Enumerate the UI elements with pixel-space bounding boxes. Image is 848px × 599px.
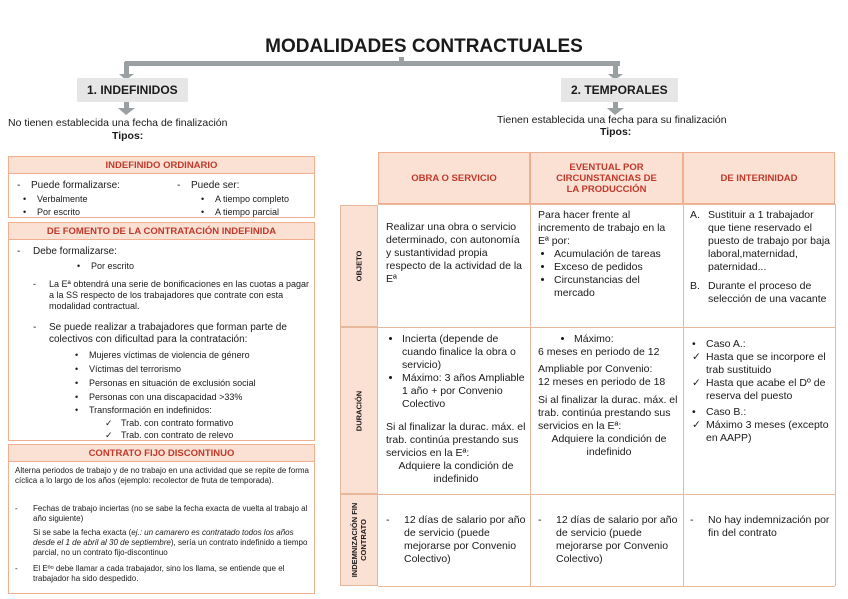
col-header-obra: OBRA O SERVICIO [378,152,530,204]
duracion-obra [386,333,526,486]
fomento-colectivos-intro: Se puede realizar a trabajadores que forman parte de colectivos con dificultad para la contratación: [49,322,287,345]
fomento-formalizar: Debe formalizarse: [33,246,117,257]
indefinidos-label: 1. INDEFINIDOS [77,78,188,102]
fijo-fechas-inciertas: Fechas de trabajo inciertas (no se sabe la fecha exacta de vuelta al trabajo al año siguiente) [33,504,308,523]
grid-line [378,327,835,328]
colectivo-item: Personas en situación de exclusión social [89,378,256,388]
objeto-interinidad: A. Sustituir a 1 trabajador que tiene reservado el puesto de trabajo por baja laboral,maternidad, paternidad... B. Durante el proceso de selección de una vacante [690,209,831,305]
temporales-tipos: Tipos: [600,126,632,138]
fijo-fecha-exacta: Si se sabe la fecha exacta (ej.: un camarero es contratado todos los años desde el 1 de abril al 30 de septiembre), sería un contrato indefinido a tiempo parcial, no un contrato fijo-discontinuo [33,528,308,557]
duracion-eventual: • Máximo: 6 meses en periodo de 12 Ampliable por Convenio: 12 meses en periodo de 18 Si al finalizar la durac. máx. el trab. continúa prestando sus servicios en la Eª: Adquiere la condición de indefinido [538,333,680,459]
col-header-interinidad: DE INTERINIDAD [683,152,835,204]
colectivo-item: Víctimas del terrorismo [89,364,182,374]
indemnizacion-eventual: - 12 días de salario por año de servicio (puede mejorarse por Convenio Colectivo) [538,514,678,565]
colectivo-item: Transformación en indefinidos: [89,405,212,415]
fomento-panel: - Debe formalizarse: • Por escrito - La Eª obtendrá una serie de bonificaciones en las cuotas a pagar a la SS respecto de los trabajadores que contrate con esta modalidad contractual. - Se puede realizar a trabajadores que forman parte de colectivos con dificultad para la contratación: • Mujeres víctimas de violencia de género • Víctimas del terrorismo • Personas en situación de exclusión social • Personas con una discapacidad >33% • Transformación en indefinidos: ✓ Trab. con contrato formativo ✓ Trab. con contrato de relevo [8,239,315,441]
col-header-eventual: EVENTUAL POR CIRCUNSTANCIAS DE LA PRODUCCIÓN [530,152,683,204]
temporales-description: Tienen establecida una fecha para su finalización [497,114,727,126]
grid-line [683,204,684,586]
eventual-maximo: • Máximo: [574,333,680,346]
eventual-indefinido: Adquiere la condición de indefinido [551,433,667,458]
eventual-item: • Acumulación de tareas [554,248,678,261]
fijo-header: CONTRATO FIJO DISCONTINUO [8,444,315,462]
ordinario-item: Verbalmente [37,194,88,204]
eventual-finalizar: Si al finalizar la durac. máx. el trab. continúa prestando sus servicios en la Eª: [538,394,678,432]
grid-line [378,204,835,205]
row-header-objeto: OBJETO [340,205,378,327]
indemnizacion-interinidad: - No hay indemnización por fin del contrato [690,514,830,539]
eventual-item: • Circunstancias del mercado [554,274,678,300]
duracion-interinidad: • Caso A.: ✓ Hasta que se incorpore el trab sustituido ✓ Hasta que acabe el Dº de reserva del puesto • Caso B.: ✓ Máximo 3 meses (excepto en AAPP) [692,338,829,444]
check-icon: ✓ [105,418,113,428]
check-icon: ✓ [692,377,701,389]
row-header-indemnizacion: INDEMNIZACIÓN FIN CONTRATO [340,494,378,586]
interinidad-b: Durante el proceso de selección de una vacante [708,280,827,305]
ordinario-header: INDEFINIDO ORDINARIO [8,156,315,174]
objeto-eventual: Para hacer frente al incremento de trabajo en la Eª por: • Acumulación de tareas • Exceso de pedidos • Circunstancias del mercado [538,209,678,300]
ordinario-puede-ser: Puede ser: [191,180,240,191]
colectivo-item: Personas con una discapacidad >33% [89,392,243,402]
fijo-panel: Alterna periodos de trabajo y de no trabajo en una actividad que se repite de forma cíclica a lo largo de los años (ejemplo: recolector de fruta de temporada). - Fechas de trabajo inciertas (no se sabe la fecha exacta de vuelta al trabajo al año siguiente) Si se sabe la fecha exacta (ej.: un camarero es contratado todos los años desde el 1 de abril al 30 de septiembre), sería un contrato indefinido a tiempo parcial, no un contrato fijo-discontinuo - El Eºᵒ debe llamar a cada trabajador, sino los llama, se entiende que el trabajador ha sido despedido. [8,461,315,594]
fomento-escrito: Por escrito [91,261,135,271]
grid-line [378,494,835,495]
ordinario-item: Por escrito [37,207,81,217]
transform-item: Trab. con contrato formativo [121,418,234,428]
check-icon: ✓ [692,419,701,431]
ordinario-item: A tiempo completo [215,194,290,204]
row-header-duracion: DURACIÓN [340,327,378,494]
fijo-intro: Alterna periodos de trabajo y de no trabajo en una actividad que se repite de forma cíclica a lo largo de los años (ejemplo: recolector de fruta de temporada). [15,466,309,485]
ordinario-panel: - Puede formalizarse: • Verbalmente • Por escrito - Puede ser: • A tiempo completo • A tiempo parcial [8,173,315,218]
ordinario-item: A tiempo parcial [215,207,280,217]
objeto-obra: Realizar una obra o servicio determinado, con autonomía y sustantividad propia respecto de la actividad de la Eª [386,221,523,285]
ordinario-formalizar: Puede formalizarse: [31,180,120,191]
temporales-label: 2. TEMPORALES [561,78,678,102]
transform-item: Trab. con contrato de relevo [121,430,234,440]
grid-line [530,204,531,586]
indefinidos-tipos: Tipos: [112,130,144,142]
page-title: MODALIDADES CONTRACTUALES [265,36,583,57]
indefinidos-description: No tienen establecida una fecha de finalización [8,117,228,129]
indemnizacion-obra: - 12 días de salario por año de servicio (puede mejorarse por Convenio Colectivo) [386,514,526,565]
obra-finalizar: Si al finalizar la durac. máx. el trab. continúa prestando sus servicios en la Eª: [386,421,526,459]
obra-indefinido: Adquiere la condición de indefinido [398,460,514,485]
check-icon: ✓ [105,430,113,440]
grid-line [378,586,835,587]
fijo-llamamiento: El Eºᵒ debe llamar a cada trabajador, sino los llama, se entiende que el trabajador ha sido despedido. [33,564,285,583]
fomento-header: DE FOMENTO DE LA CONTRATACIÓN INDEFINIDA [8,222,315,240]
obra-maximo: • Máximo: 3 años Ampliable 1 año + por Convenio Colectivo [402,372,526,411]
colectivo-item: Mujeres víctimas de violencia de género [89,350,250,360]
fomento-bonificaciones: La Eª obtendrá una serie de bonificaciones en las cuotas a pagar a la SS respecto de los trabajadores que contrate con esta modalidad contractual. [49,279,310,311]
grid-line [835,204,836,586]
check-icon: ✓ [692,351,701,363]
eventual-item: • Exceso de pedidos [554,261,678,274]
obra-incierta: • Incierta (depende de cuando finalice la obra o servicio) [402,333,526,372]
interinidad-a: Sustituir a 1 trabajador que tiene reservado el puesto de trabajo por baja laboral,maternidad, paternidad... [708,209,831,273]
